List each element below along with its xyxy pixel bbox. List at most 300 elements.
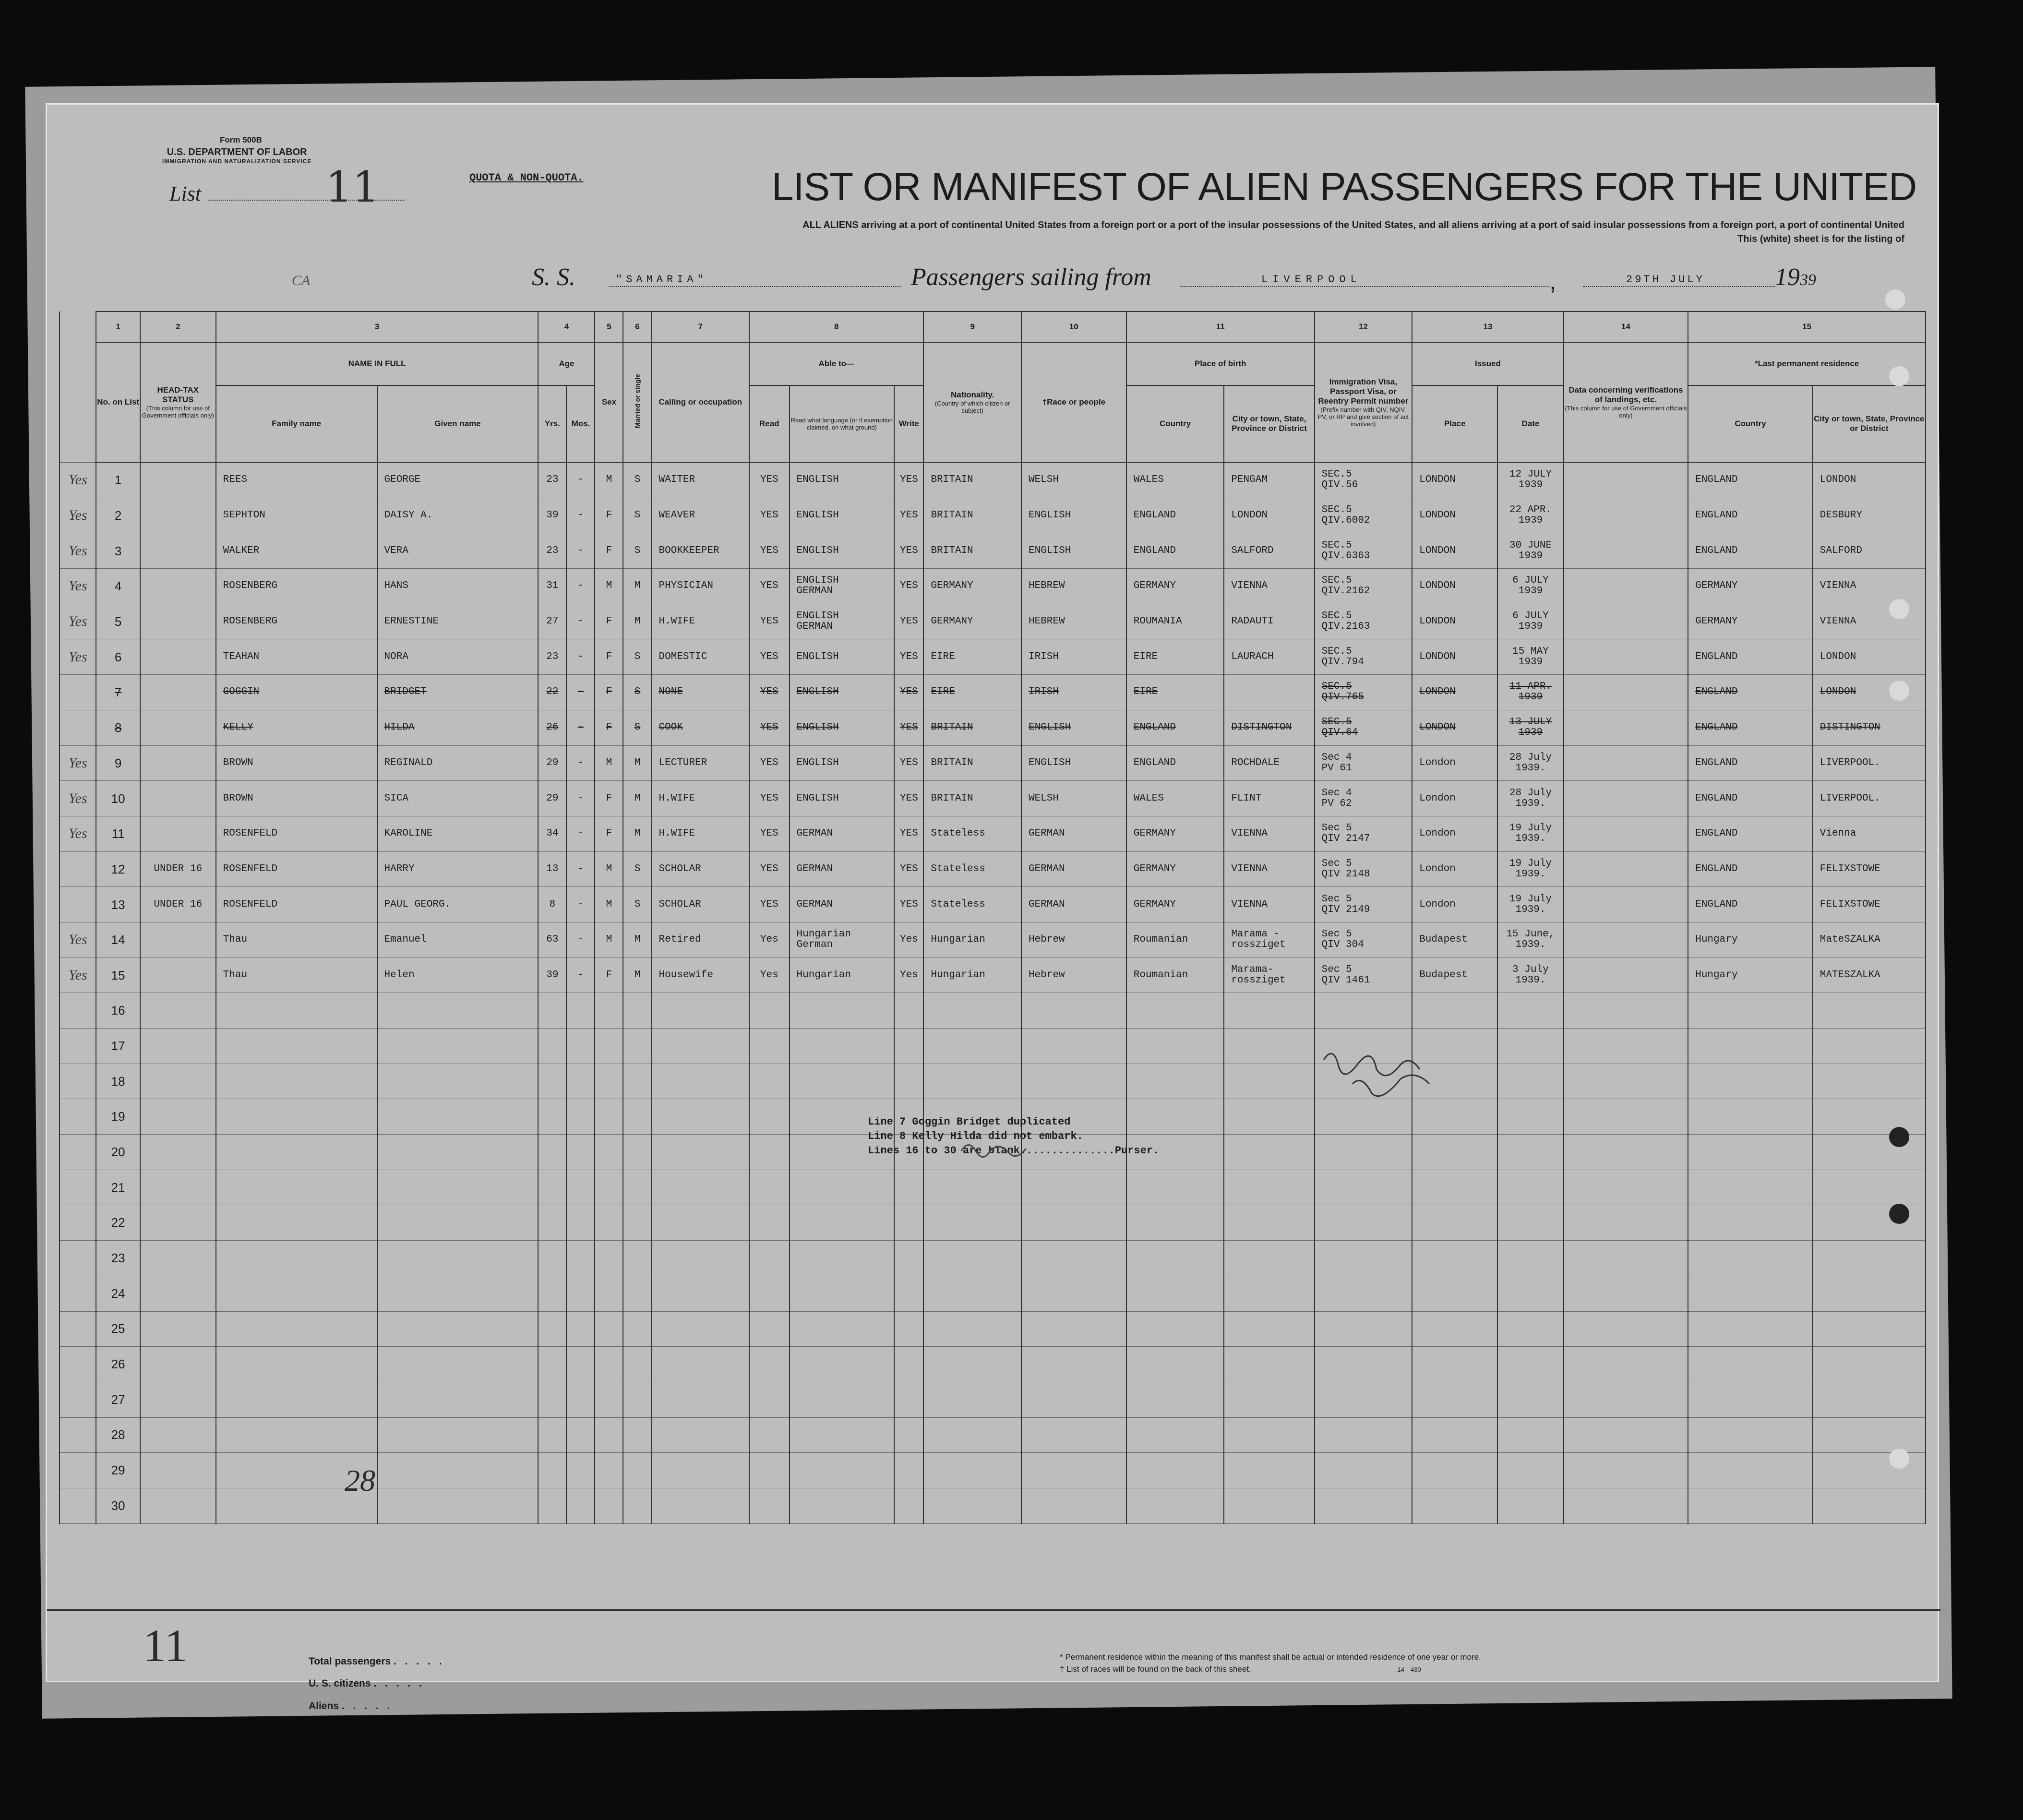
- blank-cell: [595, 1205, 623, 1241]
- residence-country: [1688, 569, 1813, 604]
- family-name: [216, 816, 377, 851]
- residence-city: [1813, 462, 1926, 498]
- header-residence: *Last permanent residence: [1688, 342, 1926, 385]
- blank-cell: [1126, 1099, 1224, 1135]
- blank-cell: [1412, 1347, 1497, 1382]
- list-number: 11: [325, 162, 379, 212]
- note-line-7: Line 7 Goggin Bridget duplicated: [868, 1116, 1071, 1128]
- nationality: [923, 639, 1021, 675]
- signature-stroke: [1324, 1054, 1429, 1096]
- age-months: [566, 851, 595, 887]
- blank-cell: [749, 1135, 789, 1170]
- residence-city-value: FELIXSTOWE: [1820, 863, 1880, 874]
- can-write-value: YES: [899, 651, 918, 662]
- can-read-value: YES: [760, 474, 778, 486]
- issued-date: [1497, 639, 1563, 675]
- row-number: [96, 745, 140, 781]
- residence-country: [1688, 675, 1813, 710]
- birth-country-value: Roumanian: [1133, 934, 1188, 946]
- visa-number-value: SEC.5 QIV.56: [1321, 469, 1358, 491]
- given-name-value: BRIDGET: [384, 686, 427, 698]
- can-read: [749, 462, 789, 498]
- race: [1021, 887, 1126, 922]
- family-name-value: Thau: [223, 934, 248, 946]
- blank-cell: [623, 1205, 651, 1241]
- birth-country: [1126, 675, 1224, 710]
- sex-value: F: [606, 510, 612, 521]
- marital-status-value: S: [634, 898, 641, 910]
- sex: [595, 675, 623, 710]
- blank-cell: [1564, 1488, 1688, 1523]
- blank-cell: [790, 1170, 895, 1205]
- sex-value: F: [606, 651, 612, 662]
- row-number: 17: [96, 1029, 140, 1064]
- blank-cell: [1315, 1488, 1413, 1523]
- footer-dots-3: . . . . .: [341, 1700, 393, 1712]
- blank-cell: [216, 1241, 377, 1276]
- header-given-name: Given name: [377, 385, 539, 462]
- blank-cell: [1021, 1453, 1126, 1488]
- birth-city-value: VIENNA: [1231, 828, 1268, 839]
- age-years: [538, 816, 566, 851]
- birth-country: [1126, 710, 1224, 745]
- margin-mark-value: Yes: [68, 754, 87, 771]
- blank-cell: [1412, 1170, 1497, 1205]
- marital-status: [623, 851, 651, 887]
- visa-number: [1315, 569, 1413, 604]
- sex: [595, 462, 623, 498]
- footer-citizens: [309, 1678, 425, 1689]
- blank-cell: [652, 1099, 750, 1135]
- blank-cell: [1688, 1029, 1813, 1064]
- issued-date-value: 19 July 1939.: [1509, 823, 1552, 845]
- age-months-value: -: [577, 616, 584, 627]
- margin-mark: [60, 922, 96, 958]
- blank-cell: [538, 1170, 566, 1205]
- read-language: [790, 675, 895, 710]
- race: [1021, 781, 1126, 816]
- blank-cell: [1412, 1135, 1497, 1170]
- margin-mark: [60, 675, 96, 710]
- residence-city-value: VIENNA: [1820, 580, 1856, 592]
- residence-country: [1688, 781, 1813, 816]
- age-years: [538, 533, 566, 569]
- table-row: [60, 745, 1926, 781]
- can-write-value: YES: [899, 545, 918, 556]
- age-years: [538, 462, 566, 498]
- issued-date-value: 3 July 1939.: [1512, 964, 1549, 986]
- margin-mark-value: Yes: [68, 967, 87, 983]
- blank-cell: [894, 1170, 923, 1205]
- blank-cell: [1688, 1488, 1813, 1523]
- issued-date: [1497, 604, 1563, 639]
- header-birth-country: Country: [1126, 385, 1224, 462]
- table-row: [60, 1382, 1926, 1417]
- sex: [595, 639, 623, 675]
- visa-number: [1315, 498, 1413, 533]
- read-language: [790, 745, 895, 781]
- race: [1021, 958, 1126, 993]
- nationality-value: BRITAIN: [931, 722, 973, 733]
- margin-mark-value: Yes: [68, 578, 87, 594]
- residence-country-value: ENGLAND: [1695, 792, 1738, 804]
- row-number: 27: [96, 1382, 140, 1417]
- can-read-value: YES: [760, 828, 778, 839]
- blank-cell: [923, 1241, 1021, 1276]
- can-read-value: Yes: [760, 969, 778, 981]
- age-months-value: -: [577, 969, 584, 981]
- blank-cell: [623, 1276, 651, 1311]
- sex-value: F: [606, 722, 612, 733]
- row-number: [96, 816, 140, 851]
- blank-cell: [60, 1241, 96, 1276]
- birth-city: [1224, 851, 1314, 887]
- issued-place: [1412, 851, 1497, 887]
- header-res-country: Country: [1688, 385, 1813, 462]
- age-years-value: 39: [546, 969, 559, 981]
- marital-status: [623, 498, 651, 533]
- year-printed: 19: [1775, 263, 1800, 291]
- given-name-value: KAROLINE: [384, 828, 433, 839]
- issued-date: [1497, 887, 1563, 922]
- blank-cell: [1564, 1276, 1688, 1311]
- given-name: [377, 710, 539, 745]
- row-number: [96, 887, 140, 922]
- list-label: List: [169, 182, 202, 205]
- blank-cell: [1688, 1064, 1813, 1099]
- footer-aliens-label: Aliens: [309, 1700, 339, 1712]
- blank-cell: [1126, 1241, 1224, 1276]
- blank-cell: [538, 1064, 566, 1099]
- blank-cell: [1564, 1417, 1688, 1453]
- residence-country: [1688, 498, 1813, 533]
- blank-cell: [1497, 1382, 1563, 1417]
- blank-cell: [1224, 993, 1314, 1029]
- birth-city-value: DISTINGTON: [1231, 722, 1292, 733]
- header-read-language: [790, 385, 895, 462]
- issued-date-value: 28 July 1939.: [1509, 787, 1552, 809]
- row-number-value: 11: [111, 826, 125, 841]
- residence-city-value: MATESZALKA: [1820, 969, 1880, 981]
- occupation-value: SCHOLAR: [658, 898, 701, 910]
- occupation: [652, 462, 750, 498]
- birth-country-value: GERMANY: [1133, 863, 1176, 874]
- blank-cell: [60, 1453, 96, 1488]
- family-name: [216, 569, 377, 604]
- visa-number: [1315, 533, 1413, 569]
- blank-cell: [1021, 1347, 1126, 1382]
- birth-city: [1224, 887, 1314, 922]
- sex-value: M: [606, 474, 612, 486]
- blank-cell: [140, 1205, 216, 1241]
- blank-cell: [1688, 1241, 1813, 1276]
- row-number: 20: [96, 1135, 140, 1170]
- footer-dots-2: . . . . .: [373, 1678, 425, 1689]
- age-months-value: -: [577, 792, 584, 804]
- birth-city-value: RADAUTI: [1231, 616, 1274, 627]
- birth-city: [1224, 922, 1314, 958]
- birth-country-value: WALES: [1133, 792, 1164, 804]
- residence-city-value: Vienna: [1820, 828, 1856, 839]
- birth-city-value: PENGAM: [1231, 474, 1268, 486]
- head-tax: [140, 781, 216, 816]
- read-language-value: GERMAN: [796, 828, 833, 839]
- given-name-value: GEORGE: [384, 474, 421, 486]
- issued-place-value: London: [1419, 863, 1456, 874]
- blank-cell: [749, 1453, 789, 1488]
- residence-city: [1813, 498, 1926, 533]
- birth-city-value: LONDON: [1231, 510, 1268, 521]
- nationality-value: Stateless: [931, 898, 985, 910]
- given-name-value: PAUL GEORG.: [384, 898, 451, 910]
- row-number: 29: [96, 1453, 140, 1488]
- service-name: IMMIGRATION AND NATURALIZATION SERVICE: [162, 158, 312, 165]
- blank-cell: [1564, 1311, 1688, 1347]
- margin-mark-value: Yes: [68, 613, 87, 630]
- header-read: Read: [749, 385, 789, 462]
- read-language-value: Hungarian: [796, 969, 851, 981]
- row-number: 26: [96, 1347, 140, 1382]
- occupation-value: H.WIFE: [658, 616, 695, 627]
- table-row: [60, 1241, 1926, 1276]
- can-write: [894, 851, 923, 887]
- blank-cell: [1021, 1276, 1126, 1311]
- blank-cell: [623, 1417, 651, 1453]
- row-number: 21: [96, 1170, 140, 1205]
- blank-cell: [1688, 993, 1813, 1029]
- row-number: 24: [96, 1276, 140, 1311]
- blank-cell: [894, 1241, 923, 1276]
- given-name: [377, 498, 539, 533]
- table-row: [60, 993, 1926, 1029]
- family-name: [216, 462, 377, 498]
- blank-cell: [1126, 1029, 1224, 1064]
- blank-cell: [623, 1311, 651, 1347]
- can-read: [749, 922, 789, 958]
- issued-date: [1497, 745, 1563, 781]
- blank-cell: [1497, 1205, 1563, 1241]
- instruction-line-2: This (white) sheet is for the listing of: [1737, 234, 1904, 244]
- blank-cell: [923, 1205, 1021, 1241]
- blank-cell: [1021, 993, 1126, 1029]
- verification: [1564, 604, 1688, 639]
- table-row: [60, 1205, 1926, 1241]
- nationality: [923, 710, 1021, 745]
- blank-cell: [1688, 1311, 1813, 1347]
- birth-city: [1224, 462, 1314, 498]
- sex-value: F: [606, 686, 612, 698]
- row-number: [96, 462, 140, 498]
- sex-value: F: [606, 828, 612, 839]
- issued-date: [1497, 462, 1563, 498]
- blank-cell: [1688, 1170, 1813, 1205]
- birth-city-value: VIENNA: [1231, 863, 1268, 874]
- sex-value: M: [606, 757, 612, 768]
- residence-country-value: ENGLAND: [1695, 510, 1738, 521]
- residence-country-value: ENGLAND: [1695, 651, 1738, 662]
- row-number-value: 8: [114, 720, 122, 735]
- birth-country: [1126, 781, 1224, 816]
- marital-status: [623, 887, 651, 922]
- purser-stroke: [961, 1145, 1026, 1157]
- birth-city: [1224, 604, 1314, 639]
- nationality-value: GERMANY: [931, 616, 973, 627]
- birth-country-value: ENGLAND: [1133, 722, 1176, 733]
- blank-cell: [749, 1064, 789, 1099]
- verification: [1564, 745, 1688, 781]
- blank-cell: [1224, 1205, 1314, 1241]
- blank-cell: [652, 1453, 750, 1488]
- birth-city-value: LAURACH: [1231, 651, 1274, 662]
- issued-date: [1497, 958, 1563, 993]
- can-write-value: YES: [899, 474, 918, 486]
- birth-city: [1224, 958, 1314, 993]
- handwritten-signature: [1319, 1041, 1482, 1113]
- nationality-value: BRITAIN: [931, 474, 973, 486]
- blank-cell: [1224, 1099, 1314, 1135]
- sailing-date: 29TH JULY: [1626, 274, 1705, 286]
- head-tax-title: HEAD-TAX STATUS: [157, 385, 199, 404]
- birth-city-value: Marama- rossziget: [1231, 964, 1286, 986]
- can-read-value: YES: [760, 580, 778, 592]
- blank-cell: [538, 1382, 566, 1417]
- sex: [595, 533, 623, 569]
- margin-col: [60, 311, 96, 342]
- footer-dots-1: . . . . .: [394, 1656, 445, 1667]
- family-name: [216, 922, 377, 958]
- can-read: [749, 781, 789, 816]
- birth-country-value: EIRE: [1133, 686, 1158, 698]
- residence-city-value: LONDON: [1820, 686, 1856, 698]
- can-write: [894, 533, 923, 569]
- blank-cell: [566, 1241, 595, 1276]
- footer-note-races-text: † List of races will be found on the back of this sheet.: [1060, 1664, 1251, 1674]
- handwritten-list-number: 11: [143, 1620, 188, 1671]
- residence-city: [1813, 533, 1926, 569]
- age-months-value: -: [577, 686, 584, 698]
- blank-cell: [652, 1135, 750, 1170]
- age-years-value: 29: [546, 792, 559, 804]
- col-num-10: 10: [1021, 311, 1126, 342]
- can-read: [749, 816, 789, 851]
- blank-cell: [140, 1453, 216, 1488]
- can-write: [894, 604, 923, 639]
- nationality-value: Stateless: [931, 828, 985, 839]
- residence-country-value: ENGLAND: [1695, 474, 1738, 486]
- age-years: [538, 639, 566, 675]
- birth-country-value: ENGLAND: [1133, 757, 1176, 768]
- given-name-value: Emanuel: [384, 934, 427, 946]
- blank-cell: [1412, 1417, 1497, 1453]
- nationality: [923, 498, 1021, 533]
- birth-country: [1126, 639, 1224, 675]
- family-name: [216, 958, 377, 993]
- can-read: [749, 710, 789, 745]
- birth-country: [1126, 462, 1224, 498]
- issued-place: [1412, 569, 1497, 604]
- given-name-value: HANS: [384, 580, 408, 592]
- blank-cell: [140, 1276, 216, 1311]
- header-write: Write: [894, 385, 923, 462]
- verification: [1564, 498, 1688, 533]
- visa-number-value: SEC.5 QIV.6363: [1321, 539, 1370, 562]
- blank-cell: [566, 1099, 595, 1135]
- blank-cell: [1315, 993, 1413, 1029]
- residence-city: [1813, 958, 1926, 993]
- blank-cell: [595, 1311, 623, 1347]
- visa-number: [1315, 887, 1413, 922]
- race: [1021, 569, 1126, 604]
- margin-mark-value: Yes: [68, 790, 87, 806]
- can-read-value: YES: [760, 510, 778, 521]
- blank-cell: [1224, 1453, 1314, 1488]
- margin-mark: [60, 639, 96, 675]
- blank-cell: [1224, 1417, 1314, 1453]
- sex: [595, 851, 623, 887]
- blank-cell: [749, 1417, 789, 1453]
- blank-cell: [140, 1170, 216, 1205]
- given-name: [377, 816, 539, 851]
- head-tax-value: UNDER 16: [154, 898, 203, 910]
- blank-cell: [1126, 1205, 1224, 1241]
- issued-place: [1412, 816, 1497, 851]
- verification: [1564, 462, 1688, 498]
- birth-country: [1126, 816, 1224, 851]
- sex-value: F: [606, 969, 612, 981]
- blank-cell: [1813, 1417, 1926, 1453]
- blank-cell: [216, 993, 377, 1029]
- blank-cell: [377, 1099, 539, 1135]
- form-number: Form 500B: [220, 135, 262, 144]
- verification: [1564, 958, 1688, 993]
- can-read-value: YES: [760, 898, 778, 910]
- row-number: [96, 675, 140, 710]
- row-number: [96, 604, 140, 639]
- issued-date: [1497, 710, 1563, 745]
- header-birth-city: City or town, State, Province or District: [1224, 385, 1314, 462]
- age-months-value: -: [577, 898, 584, 910]
- blank-cell: [1813, 993, 1926, 1029]
- issued-date-value: 11 APR. 1939: [1509, 681, 1552, 703]
- row-number-value: 10: [111, 791, 125, 806]
- marital-status: [623, 816, 651, 851]
- nationality: [923, 675, 1021, 710]
- occupation: [652, 604, 750, 639]
- blank-cell: [623, 1064, 651, 1099]
- blank-cell: [1688, 1135, 1813, 1170]
- visa-number-value: Sec 5 QIV 2149: [1321, 893, 1370, 915]
- blank-cell: [1315, 1276, 1413, 1311]
- race: [1021, 745, 1126, 781]
- family-name-value: BROWN: [223, 792, 253, 804]
- age-years: [538, 710, 566, 745]
- blank-cell: [377, 1029, 539, 1064]
- can-write: [894, 569, 923, 604]
- margin-mark-value: Yes: [68, 648, 87, 665]
- blank-cell: [60, 1276, 96, 1311]
- blank-cell: [595, 1029, 623, 1064]
- blank-cell: [923, 993, 1021, 1029]
- residence-city: [1813, 569, 1926, 604]
- can-read: [749, 675, 789, 710]
- row-number-value: 6: [114, 649, 122, 664]
- blank-cell: [377, 1311, 539, 1347]
- can-write-value: YES: [899, 616, 918, 627]
- blank-cell: [652, 993, 750, 1029]
- blank-cell: [1688, 1453, 1813, 1488]
- ss-label: S. S.: [532, 263, 575, 291]
- blank-cell: [1315, 1135, 1413, 1170]
